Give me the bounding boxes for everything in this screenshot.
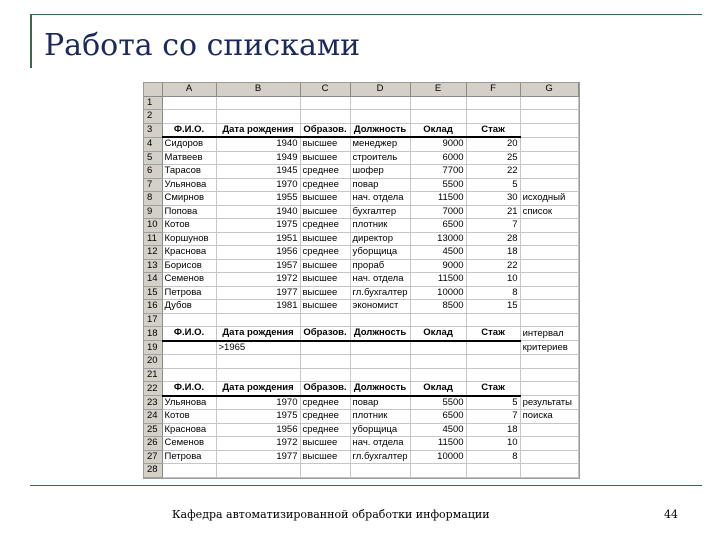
cell[interactable]: гл.бухгалтер [350,450,410,464]
cell[interactable]: высшее [300,151,350,165]
cell[interactable] [520,246,578,260]
cell[interactable] [520,368,578,382]
cell[interactable]: 11500 [410,192,466,206]
bottom-rule [30,485,702,486]
cell[interactable] [466,96,520,110]
cell[interactable]: высшее [300,286,350,300]
cell[interactable] [466,464,520,478]
cell[interactable]: Смирнов [162,192,216,206]
cell[interactable]: Образов. [300,327,350,341]
cell[interactable]: Сидоров [162,137,216,151]
cell[interactable]: Ульянова [162,178,216,192]
table-row [144,300,578,314]
cell[interactable]: плотник [350,219,410,233]
cell[interactable] [300,96,350,110]
title-accent-bar [30,14,32,68]
row-header[interactable]: 16 [144,300,162,314]
cell[interactable]: 1940 [216,137,300,151]
cell[interactable]: 28 [466,232,520,246]
cell[interactable]: Краснова [162,246,216,260]
cell[interactable]: нач. отдела [350,192,410,206]
cell[interactable] [466,313,520,327]
cell[interactable]: 9000 [410,259,466,273]
cell[interactable]: Стаж [466,327,520,341]
cell[interactable] [520,313,578,327]
cell[interactable]: бухгалтер [350,205,410,219]
select-all-corner[interactable] [144,83,162,96]
cell[interactable]: высшее [300,259,350,273]
table-row [144,313,578,327]
cell[interactable] [520,123,578,137]
column-header-d[interactable]: D [350,83,410,96]
cell[interactable]: повар [350,178,410,192]
cell[interactable]: 1955 [216,192,300,206]
cell[interactable]: среднее [300,165,350,179]
table-row [144,232,578,246]
cell[interactable]: среднее [300,423,350,437]
cell[interactable]: Должность [350,327,410,341]
cell[interactable]: Стаж [466,382,520,396]
cell[interactable] [410,464,466,478]
table-row [144,205,578,219]
cell[interactable] [300,341,350,355]
cell[interactable]: Котов [162,410,216,424]
cell[interactable]: 15 [466,300,520,314]
cell[interactable] [300,464,350,478]
cell[interactable] [466,368,520,382]
cell[interactable]: Стаж [466,123,520,137]
cell[interactable]: нач. отдела [350,273,410,287]
cell[interactable]: плотник [350,410,410,424]
cell[interactable]: 22 [466,165,520,179]
cell[interactable] [350,96,410,110]
cell[interactable]: Должность [350,382,410,396]
cell[interactable]: 8 [466,286,520,300]
row-header[interactable]: 11 [144,232,162,246]
table-row [144,259,578,273]
cell[interactable]: среднее [300,410,350,424]
table-row [144,110,578,124]
table-row [144,137,578,151]
table-row [144,327,578,341]
column-header-g[interactable]: G [520,83,578,96]
row-header[interactable]: 18 [144,327,162,341]
table-row [144,410,578,424]
cell[interactable]: уборщица [350,423,410,437]
cell[interactable] [520,259,578,273]
spreadsheet-grid [144,83,579,478]
cell[interactable] [520,151,578,165]
page-number: 44 [664,508,678,521]
cell[interactable]: Семенов [162,273,216,287]
cell[interactable]: 1956 [216,423,300,437]
cell[interactable] [300,355,350,369]
cell[interactable]: гл.бухгалтер [350,286,410,300]
table-row [144,273,578,287]
cell[interactable]: 4500 [410,423,466,437]
cell[interactable]: 1972 [216,273,300,287]
cell[interactable]: Петрова [162,286,216,300]
cell[interactable]: 1977 [216,286,300,300]
cell[interactable]: критериев [520,341,578,355]
column-header-a[interactable]: A [162,83,216,96]
cell[interactable]: Образов. [300,382,350,396]
cell[interactable]: среднее [300,219,350,233]
cell[interactable]: директор [350,232,410,246]
top-rule [30,14,702,15]
table-row [144,192,578,206]
cell[interactable]: 1972 [216,437,300,451]
cell[interactable] [350,464,410,478]
cell[interactable]: среднее [300,396,350,410]
cell[interactable]: 10 [466,437,520,451]
cell[interactable]: 25 [466,151,520,165]
cell[interactable]: высшее [300,437,350,451]
cell[interactable] [162,368,216,382]
cell[interactable]: 1975 [216,410,300,424]
row-header[interactable]: 3 [144,123,162,137]
cell[interactable]: Ф.И.О. [162,327,216,341]
table-row [144,423,578,437]
cell[interactable]: Ульянова [162,396,216,410]
row-header[interactable]: 17 [144,313,162,327]
cell[interactable]: 7000 [410,205,466,219]
cell[interactable] [520,423,578,437]
row-header[interactable]: 25 [144,423,162,437]
cell[interactable]: 13000 [410,232,466,246]
row-header[interactable]: 12 [144,246,162,260]
cell[interactable] [410,96,466,110]
cell[interactable] [520,382,578,396]
cell[interactable] [350,313,410,327]
cell[interactable]: среднее [300,246,350,260]
cell[interactable]: Дубов [162,300,216,314]
cell[interactable]: Семенов [162,437,216,451]
cell[interactable]: 8 [466,450,520,464]
table-row [144,178,578,192]
row-header[interactable]: 8 [144,192,162,206]
spreadsheet [143,82,580,479]
cell[interactable]: 1981 [216,300,300,314]
cell[interactable]: среднее [300,178,350,192]
cell[interactable]: Котов [162,219,216,233]
cell[interactable] [162,341,216,355]
cell[interactable] [350,110,410,124]
cell[interactable]: Ф.И.О. [162,123,216,137]
column-header-c[interactable]: C [300,83,350,96]
cell[interactable] [300,313,350,327]
cell[interactable]: Образов. [300,123,350,137]
cell[interactable]: 1975 [216,219,300,233]
cell[interactable]: Коршунов [162,232,216,246]
cell[interactable] [520,219,578,233]
row-header[interactable]: 6 [144,165,162,179]
table-row [144,246,578,260]
cell[interactable] [520,450,578,464]
table-row [144,219,578,233]
cell[interactable]: Попова [162,205,216,219]
cell[interactable] [520,165,578,179]
cell[interactable]: 1949 [216,151,300,165]
cell[interactable]: 4500 [410,246,466,260]
row-header[interactable]: 21 [144,368,162,382]
cell[interactable]: 30 [466,192,520,206]
cell[interactable]: 9000 [410,137,466,151]
cell[interactable]: 10 [466,273,520,287]
cell[interactable] [466,341,520,355]
cell[interactable]: исходный [520,192,578,206]
row-header[interactable]: 7 [144,178,162,192]
cell[interactable]: 1951 [216,232,300,246]
table-row [144,123,578,137]
cell[interactable] [350,341,410,355]
row-header[interactable]: 5 [144,151,162,165]
cell[interactable]: Борисов [162,259,216,273]
table-row [144,382,578,396]
cell[interactable] [410,355,466,369]
row-header[interactable]: 2 [144,110,162,124]
cell[interactable] [520,355,578,369]
cell[interactable]: высшее [300,192,350,206]
cell[interactable]: 18 [466,246,520,260]
row-header[interactable]: 9 [144,205,162,219]
table-row [144,368,578,382]
table-row [144,341,578,355]
cell[interactable]: результаты [520,396,578,410]
cell[interactable]: 8500 [410,300,466,314]
cell[interactable] [520,300,578,314]
cell[interactable]: 1957 [216,259,300,273]
cell[interactable]: интервал [520,327,578,341]
cell[interactable] [520,437,578,451]
cell[interactable]: уборщица [350,246,410,260]
cell[interactable] [162,96,216,110]
cell[interactable] [520,110,578,124]
cell[interactable]: Дата рождения [216,123,300,137]
cell[interactable] [520,137,578,151]
cell[interactable]: поиска [520,410,578,424]
cell[interactable]: 5500 [410,396,466,410]
cell[interactable]: 10000 [410,450,466,464]
cell[interactable]: 10000 [410,286,466,300]
slide-title: Работа со списками [44,28,361,63]
cell[interactable] [520,96,578,110]
cell[interactable]: 1945 [216,165,300,179]
row-header[interactable]: 24 [144,410,162,424]
row-header[interactable]: 28 [144,464,162,478]
cell[interactable]: 11500 [410,273,466,287]
cell[interactable] [216,355,300,369]
column-header-row [144,83,578,96]
table-row [144,355,578,369]
cell[interactable]: 1940 [216,205,300,219]
cell[interactable] [162,110,216,124]
cell[interactable]: 1977 [216,450,300,464]
table-row [144,286,578,300]
column-header-f[interactable]: F [466,83,520,96]
cell[interactable]: Оклад [410,123,466,137]
cell[interactable] [300,110,350,124]
cell[interactable]: 7700 [410,165,466,179]
cell[interactable] [162,313,216,327]
row-header[interactable]: 14 [144,273,162,287]
cell[interactable] [350,368,410,382]
cell[interactable] [162,355,216,369]
cell[interactable]: >1965 [216,341,300,355]
cell[interactable] [216,464,300,478]
cell[interactable]: 5 [466,178,520,192]
cell[interactable]: экономист [350,300,410,314]
cell[interactable] [350,355,410,369]
cell[interactable] [410,341,466,355]
row-header[interactable]: 4 [144,137,162,151]
table-row [144,396,578,410]
cell[interactable]: прораб [350,259,410,273]
cell[interactable]: повар [350,396,410,410]
row-header[interactable]: 10 [144,219,162,233]
table-row [144,151,578,165]
cell[interactable]: 20 [466,137,520,151]
cell[interactable] [216,368,300,382]
cell[interactable] [466,110,520,124]
cell[interactable]: Дата рождения [216,327,300,341]
cell[interactable]: 11500 [410,437,466,451]
cell[interactable]: высшее [300,300,350,314]
cell[interactable]: 1970 [216,178,300,192]
cell[interactable]: Тарасов [162,165,216,179]
cell[interactable] [466,355,520,369]
cell[interactable] [520,178,578,192]
cell[interactable] [410,368,466,382]
cell[interactable]: высшее [300,137,350,151]
row-header[interactable]: 1 [144,96,162,110]
row-header[interactable]: 23 [144,396,162,410]
table-row [144,165,578,179]
cell[interactable]: высшее [300,232,350,246]
cell[interactable] [410,110,466,124]
cell[interactable]: Дата рождения [216,382,300,396]
cell[interactable] [520,464,578,478]
row-header[interactable]: 13 [144,259,162,273]
cell[interactable]: 18 [466,423,520,437]
table-row [144,96,578,110]
cell[interactable] [216,110,300,124]
cell[interactable]: высшее [300,205,350,219]
cell[interactable]: 7 [466,219,520,233]
row-header[interactable]: 15 [144,286,162,300]
cell[interactable]: 6500 [410,410,466,424]
column-header-e[interactable]: E [410,83,466,96]
cell[interactable]: 1970 [216,396,300,410]
cell[interactable] [216,96,300,110]
footer-text: Кафедра автоматизированной обработки информации [172,508,490,521]
column-header-b[interactable]: B [216,83,300,96]
cell[interactable]: шофер [350,165,410,179]
cell[interactable]: менеджер [350,137,410,151]
row-header[interactable]: 20 [144,355,162,369]
cell[interactable] [216,313,300,327]
cell[interactable]: 6000 [410,151,466,165]
row-header[interactable]: 22 [144,382,162,396]
row-header[interactable]: 27 [144,450,162,464]
cell[interactable]: Оклад [410,327,466,341]
cell[interactable]: 5500 [410,178,466,192]
cell[interactable]: Матвеев [162,151,216,165]
cell[interactable]: высшее [300,273,350,287]
cell[interactable]: 7 [466,410,520,424]
cell[interactable] [410,313,466,327]
cell[interactable]: высшее [300,450,350,464]
cell[interactable]: Оклад [410,382,466,396]
cell[interactable]: 1956 [216,246,300,260]
table-row [144,450,578,464]
cell[interactable]: 5 [466,396,520,410]
cell[interactable]: нач. отдела [350,437,410,451]
cell[interactable]: 21 [466,205,520,219]
table-row [144,437,578,451]
cell[interactable] [162,464,216,478]
cell[interactable]: Ф.И.О. [162,382,216,396]
row-header[interactable]: 26 [144,437,162,451]
cell[interactable] [520,273,578,287]
cell[interactable]: 6500 [410,219,466,233]
cell[interactable]: Петрова [162,450,216,464]
cell[interactable]: строитель [350,151,410,165]
cell[interactable]: Должность [350,123,410,137]
cell[interactable] [520,286,578,300]
cell[interactable] [300,368,350,382]
row-header[interactable]: 19 [144,341,162,355]
cell[interactable]: список [520,205,578,219]
table-row [144,464,578,478]
cell[interactable]: Краснова [162,423,216,437]
cell[interactable]: 22 [466,259,520,273]
cell[interactable] [520,232,578,246]
